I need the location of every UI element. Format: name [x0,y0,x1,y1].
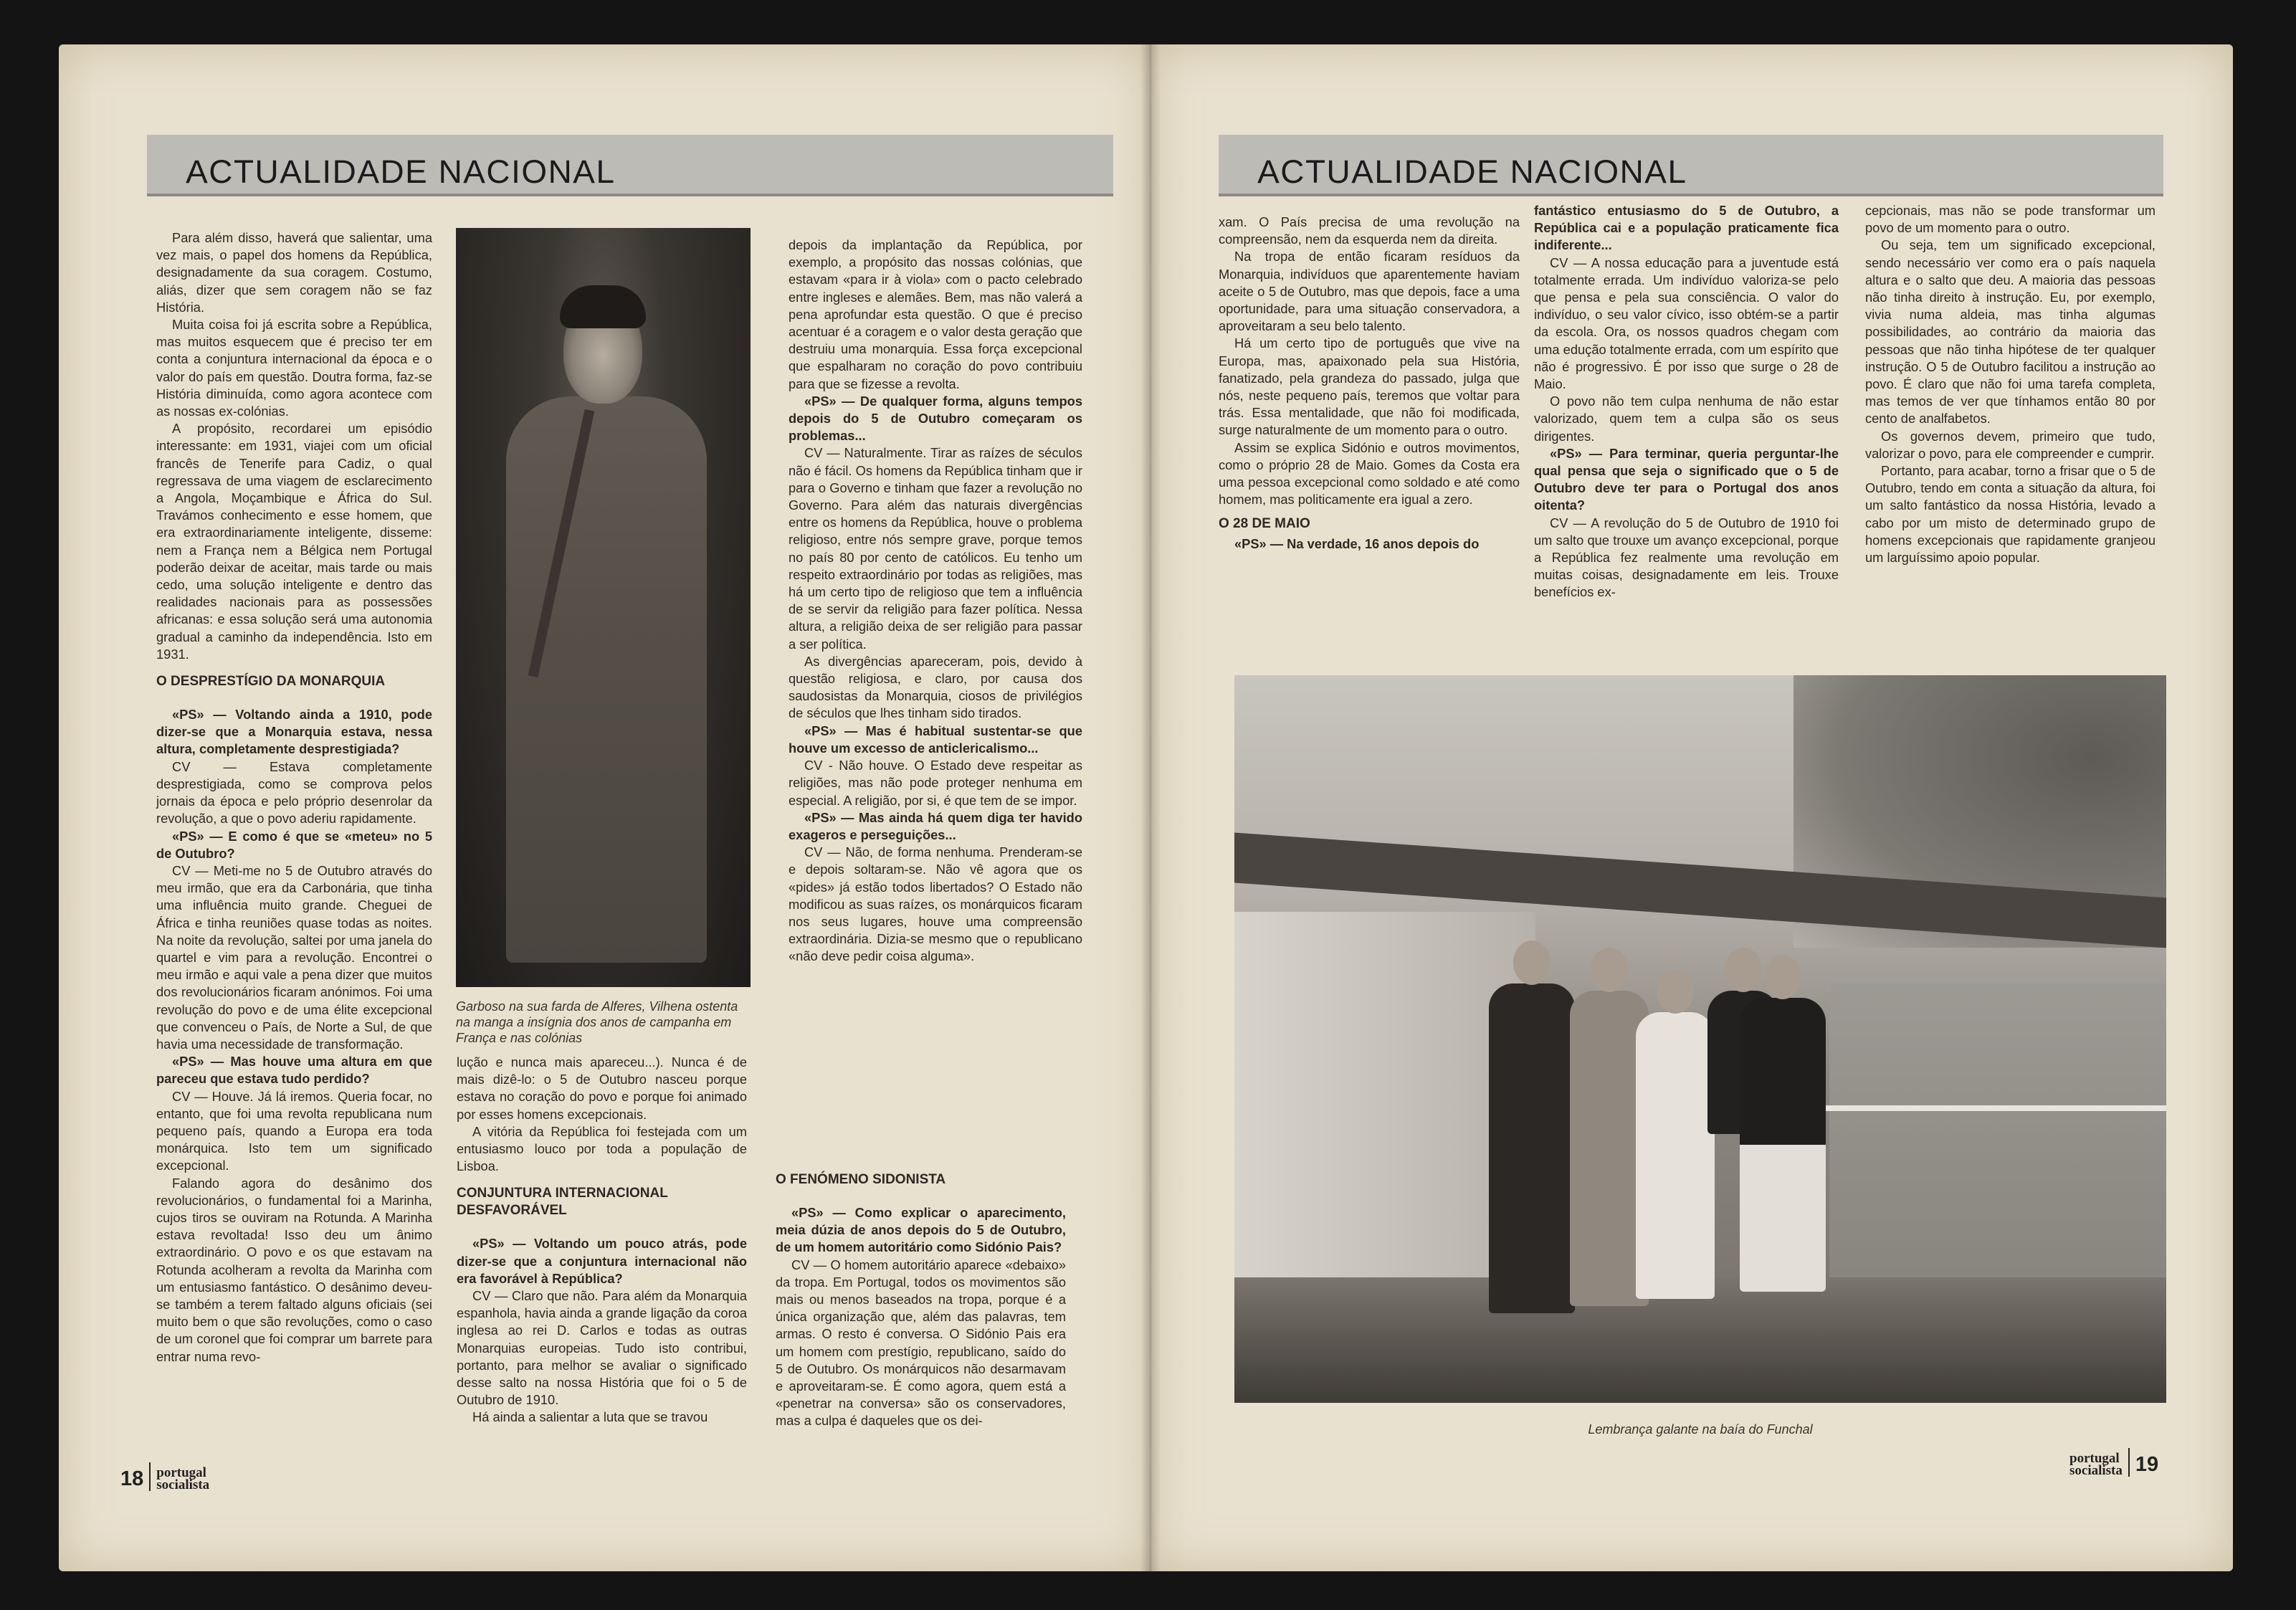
paragraph: O povo não tem culpa nenhuma de não estar valorizado, quem tem a culpa são os seus dirigentes. [1534,394,1839,444]
subheading: CONJUNTURA INTERNACIONAL DESFAVORÁVEL [457,1186,668,1219]
article-column-2b [776,1161,1066,1430]
paragraph: Para além disso, haverá que salientar, uma vez mais, o papel dos homens da República, designadamente da sua coragem. Costumo, aliás, dizer que sem coragem não se faz História. [156,230,432,315]
question: «PS» — E como é que se «meteu» no 5 de Outubro? [156,828,432,861]
publication-logo [156,1467,209,1491]
section-title-left: ACTUALIDADE NACIONAL [186,153,616,190]
article-column-3 [457,1054,747,1426]
photo-caption-portrait: Garboso na sua farda de Alferes, Vilhena ostenta na manga a insígnia dos anos de campanha em França e nas colónias [456,999,738,1045]
section-banner-left [147,135,1113,196]
answer: CV — Claro que não. Para além da Monarquia espanhola, havia ainda a grande ligação da coroa inglesa ao rei D. Carlos e todas as outras Monarquias europeias. Tudo isto contribui, portanto, para melhor se avaliar o significado desse salto na nossa História que foi o 5 de Outubro de 1910. [457,1288,747,1408]
page-fold [1140,44,1161,1571]
person-figure [1636,1012,1715,1299]
paragraph: Assim se explica Sidónio e outros movimentos, como o próprio 28 de Maio. Gomes da Costa era uma pessoa excepcional como soldado e até como homem, mas politicamente era igual a zero. [1219,439,1520,508]
answer: Falando agora do desânimo dos revolucionários, o fundamental foi a Marinha, cujos tiros se ouviram na Rotunda. A Marinha estava revoltada! Isso deu um ânimo extraordinário. O povo e os que estavam na Rotunda acolheram a revolta da Marinha com um entusiasmo fantástico. O desânimo deveu-se também a terem faltado alguns oficiais (sei muito bem o que são revoluções, como o caso de um coronel que foi comprar um barrete para entrar numa revo- [156,1175,432,1364]
question: fantástico entusiasmo do 5 de Outubro, a República cai e a população praticamente fica indiferente... [1534,203,1839,253]
answer: CV — A nossa educação para a juventude está totalmente errada. Um indivíduo valoriza-se pelo que pensa e pela sua consciência. O valor do indivíduo, o seu valor cívico, isso obtém-se a partir da escola. Ora, os nossos quadros chegam com uma edução totalmente errada, com um espírito que não é progressivo. É por isso que surge o 28 de Maio. [1534,254,1839,392]
logo-line: portugal [156,1465,206,1480]
question: «PS» — Voltando ainda a 1910, pode dizer-se que a Monarquia estava, nessa altura, completamente desprestigiada? [156,707,432,757]
article-column-6 [1865,202,2156,566]
publication-logo [2069,1452,2123,1477]
portrait-photo-soldier [456,228,751,987]
paragraph: Há um certo tipo de português que vive na Europa, mas, apaixonado pela sua História, fanatizado, pela grandeza do passado, julga que nós, neste pequeno país, teremos que voltar para trás. Essa mentalidade, que não foi modificada, surge naturalmente de um momento para o outro. [1219,335,1520,438]
answer: CV — Não, de forma nenhuma. Prenderam-se e depois soltaram-se. Não vê agora que os «pides» já estão todos libertados? O Estado não modificou as suas raízes, os monárquicos ficaram nos seus lugares, houve uma compreensão extraordinária. Dizia-se mesmo que o republicano «não deve pedir coisa alguma». [789,844,1082,964]
subheading: O FENÓMENO SIDONISTA [776,1172,946,1187]
page-footer-right [2069,1448,2158,1477]
paragraph: cepcionais, mas não se pode transformar um povo de um momento para o outro. [1865,203,2156,236]
paragraph: Há ainda a salientar a luta que se travou [472,1409,708,1425]
paragraph: xam. O País precisa de uma revolução na compreensão, nem da esquerda nem da direita. [1219,214,1520,247]
paragraph: Os governos devem, primeiro que tudo, valorizar o povo, para ele compreender e cumprir. [1865,428,2156,461]
answer: CV — O homem autoritário aparece «debaixo» da tropa. Em Portugal, todos os movimentos são mais ou menos baseados na tropa, porque é a única organização que, além das palavras, tem armas. O resto é conversa. O Sidónio Pais era um homem com prestígio, republicano, saído do 5 de Outubro. Os monárquicos não desarmavam e aproveitaram-se. É como agora, quem está a «penetrar na conversa» são os conservadores, mas a culpa é daqueles que os dei- [776,1257,1066,1429]
paragraph: A propósito, recordarei um episódio interessante: em 1931, viajei com um oficial francês de Tenerife para Cadiz, o qual regressava de uma viagem de esclarecimento a Angola, Moçambique e África do Sul. Travámos conhecimento e esse homem, que era extraordinariamente inteligente, disseme: nem a França nem a Bélgica nem Portugal poderão deixar de aceitar, mais tarde ou mais cedo, uma solução inteligente e dentro das realidades nacionais para as possessões africanas: e essa solução será uma autonomia gradual a caminho da independência. Isto em 1931. [156,421,432,662]
answer: CV — Houve. Já lá iremos. Queria focar, no entanto, que foi uma revolta republicana num pequeno país, quando a Europa era toda monárquica. Isto tem um significado excepcional. [156,1088,432,1173]
group-photo-ship-deck [1234,675,2166,1403]
question: «PS» — Para terminar, queria perguntar-lhe qual pensa que seja o significado que o 5 de Outubro deve ter para o Portugal dos anos oitenta? [1534,445,1839,513]
paragraph: Muita coisa foi já escrita sobre a República, mas muitos esquecem que é preciso ter em conta a conjuntura internacional da época e o valor do país em questão. Doutra forma, faz-se História diminuída, como agora acontece com as nossas ex-colónias. [156,317,432,419]
page-footer-left [120,1462,209,1491]
article-column-2 [789,237,1082,966]
paragraph: Portanto, para acabar, torno a frisar que o 5 de Outubro, tendo em conta a situação da altura, foi um salto fantástico da nossa História, levado a cabo por um misto de determinado grupo de homens excepcionais que rapidamente granjeou um larguíssimo apoio popular. [1865,463,2156,566]
subheading: O 28 DE MAIO [1219,516,1310,532]
question: «PS» — Mas ainda há quem diga ter havido exageros e perseguições... [789,809,1082,842]
article-column-1 [156,229,432,1366]
photo-caption-group: Lembrança galante na baía do Funchal [1588,1422,1813,1437]
section-banner-right [1219,135,2163,196]
article-column-4 [1219,214,1520,553]
divider [2128,1448,2130,1477]
question: «PS» — Na verdade, 16 anos depois do [1234,536,1480,552]
uniform [506,396,707,963]
section-title-right: ACTUALIDADE NACIONAL [1257,153,1687,190]
paragraph: Ou seja, tem um significado excepcional, sendo necessário ver como era o país naquela altura e o salto que deu. A maioria das pessoas não tinha direito à instrução. Eu, por exemplo, vivia numa aldeia, mas tinha algumas possibilidades, ao contrário da maioria das pessoas que não tinha hipótese de ter qualquer instrução. O 5 de Outubro facilitou a instrução ao povo. É claro que não foi uma tarefa completa, mas temos de ver que tínhamos então 80 por cento de analfabetos. [1865,237,2156,427]
question: «PS» — Mas é habitual sustentar-se que houve um excesso de anticlericalismo... [789,723,1082,756]
person-figure [1489,983,1575,1313]
paragraph: As divergências apareceram, pois, devido à questão religiosa, e claro, por causa dos saudosistas da Monarquia, ciosos de privilégios de séculos que lhes tinham sido tirados. [789,653,1082,721]
paragraph: Na tropa de então ficaram resíduos da Monarquia, indivíduos que aparentemente haviam aceite o 5 de Outubro, mas que depois, face a uma oportunidade, para uma situação conservadora, a aproveitaram a seu belo talento. [1219,249,1520,334]
answer: CV — A revolução do 5 de Outubro de 1910 foi um salto que trouxe um avanço excepcional, porque a República fez realmente uma revolução em muitas coisas, designadamente em leis. Trouxe benefícios ex- [1534,515,1839,600]
divider [149,1462,151,1491]
person-figure [1740,998,1826,1292]
portrait-hair [560,285,646,328]
answer: CV - Não houve. O Estado deve respeitar as religiões, mas não pode proteger nenhuma em especial. A religião, por si, é que tem de se impor. [789,758,1082,808]
question: «PS» — Voltando um pouco atrás, pode dizer-se que a conjuntura internacional não era favorável à República? [457,1236,747,1286]
question: «PS» — De qualquer forma, alguns tempos depois do 5 de Outubro começaram os problemas... [789,393,1082,444]
paragraph: A vitória da República foi festejada com um entusiasmo louco por toda a população de Lisboa. [457,1123,747,1174]
article-column-5 [1534,202,1839,601]
paragraph: lução e nunca mais apareceu...). Nunca é de mais dizê-lo: o 5 de Outubro nasceu porque estava no coração do povo e porque foi animado por esses homens excepcionais. [457,1054,747,1122]
answer: CV — Naturalmente. Tirar as raízes de séculos não é fácil. Os homens da República tinham que ir para o Governo e tinham que fazer a revolução no Governo. Para além das naturais divergências entre os homens da República, houve o problema religioso, entre nós sempre grave, porque temos no país 80 por cento de católicos. Eu tenho um respeito extraordinário por todas as religiões, mas há um certo tipo de religioso que tem a influência de se servir da religião para fazer política. Nessa altura, a religião deixa de ser religião para passar a ser política. [789,445,1082,652]
page-number: 18 [120,1467,144,1490]
question: «PS» — Mas houve uma altura em que pareceu que estava tudo perdido? [156,1054,432,1087]
answer: CV — Estava completamente desprestigiada, como se comprova pelos jornais da época e pelo próprio desenrolar da revolução, a que o povo aderiu rapidamente. [156,758,432,827]
logo-line: portugal [2069,1451,2120,1466]
page-number: 19 [2135,1453,2159,1476]
paragraph: depois da implantação da República, por exemplo, a propósito das nossas colónias, que estavam «para ir à viola» com o pacto celebrado entre ingleses e alemães. Bem, mas não valerá a pena aprofundar esta questão. O que é preciso acentuar é a coragem e o valor desta geração que destruiu uma monarquia. Essa força excepcional que espalharam no coração do povo contribuiu para que se fizesse a revolta. [789,237,1082,391]
subheading: O DESPRESTÍGIO DA MONARQUIA [156,674,386,690]
logo-line: socialista [2069,1463,2123,1478]
logo-line: socialista [156,1477,210,1492]
question: «PS» — Como explicar o aparecimento, meia dúzia de anos depois do 5 de Outubro, de um homem autoritário como Sidónio Pais? [776,1205,1066,1255]
answer: CV — Meti-me no 5 de Outubro através do meu irmão, que era da Carbonária, que tinha uma influência muito grande. Cheguei de África e tinha reuniões quase todas as noites. Na noite da revolução, saltei por uma janela do quartel e vim para a revolução. Encontrei o meu irmão e aqui vale a pena dizer que muitos dos revolucionários ficaram anónimos. Foi uma revolução do povo e de uma élite excepcional que convenceu o País, de Norte a Sul, de que havia uma necessidade de transformação. [156,862,432,1052]
